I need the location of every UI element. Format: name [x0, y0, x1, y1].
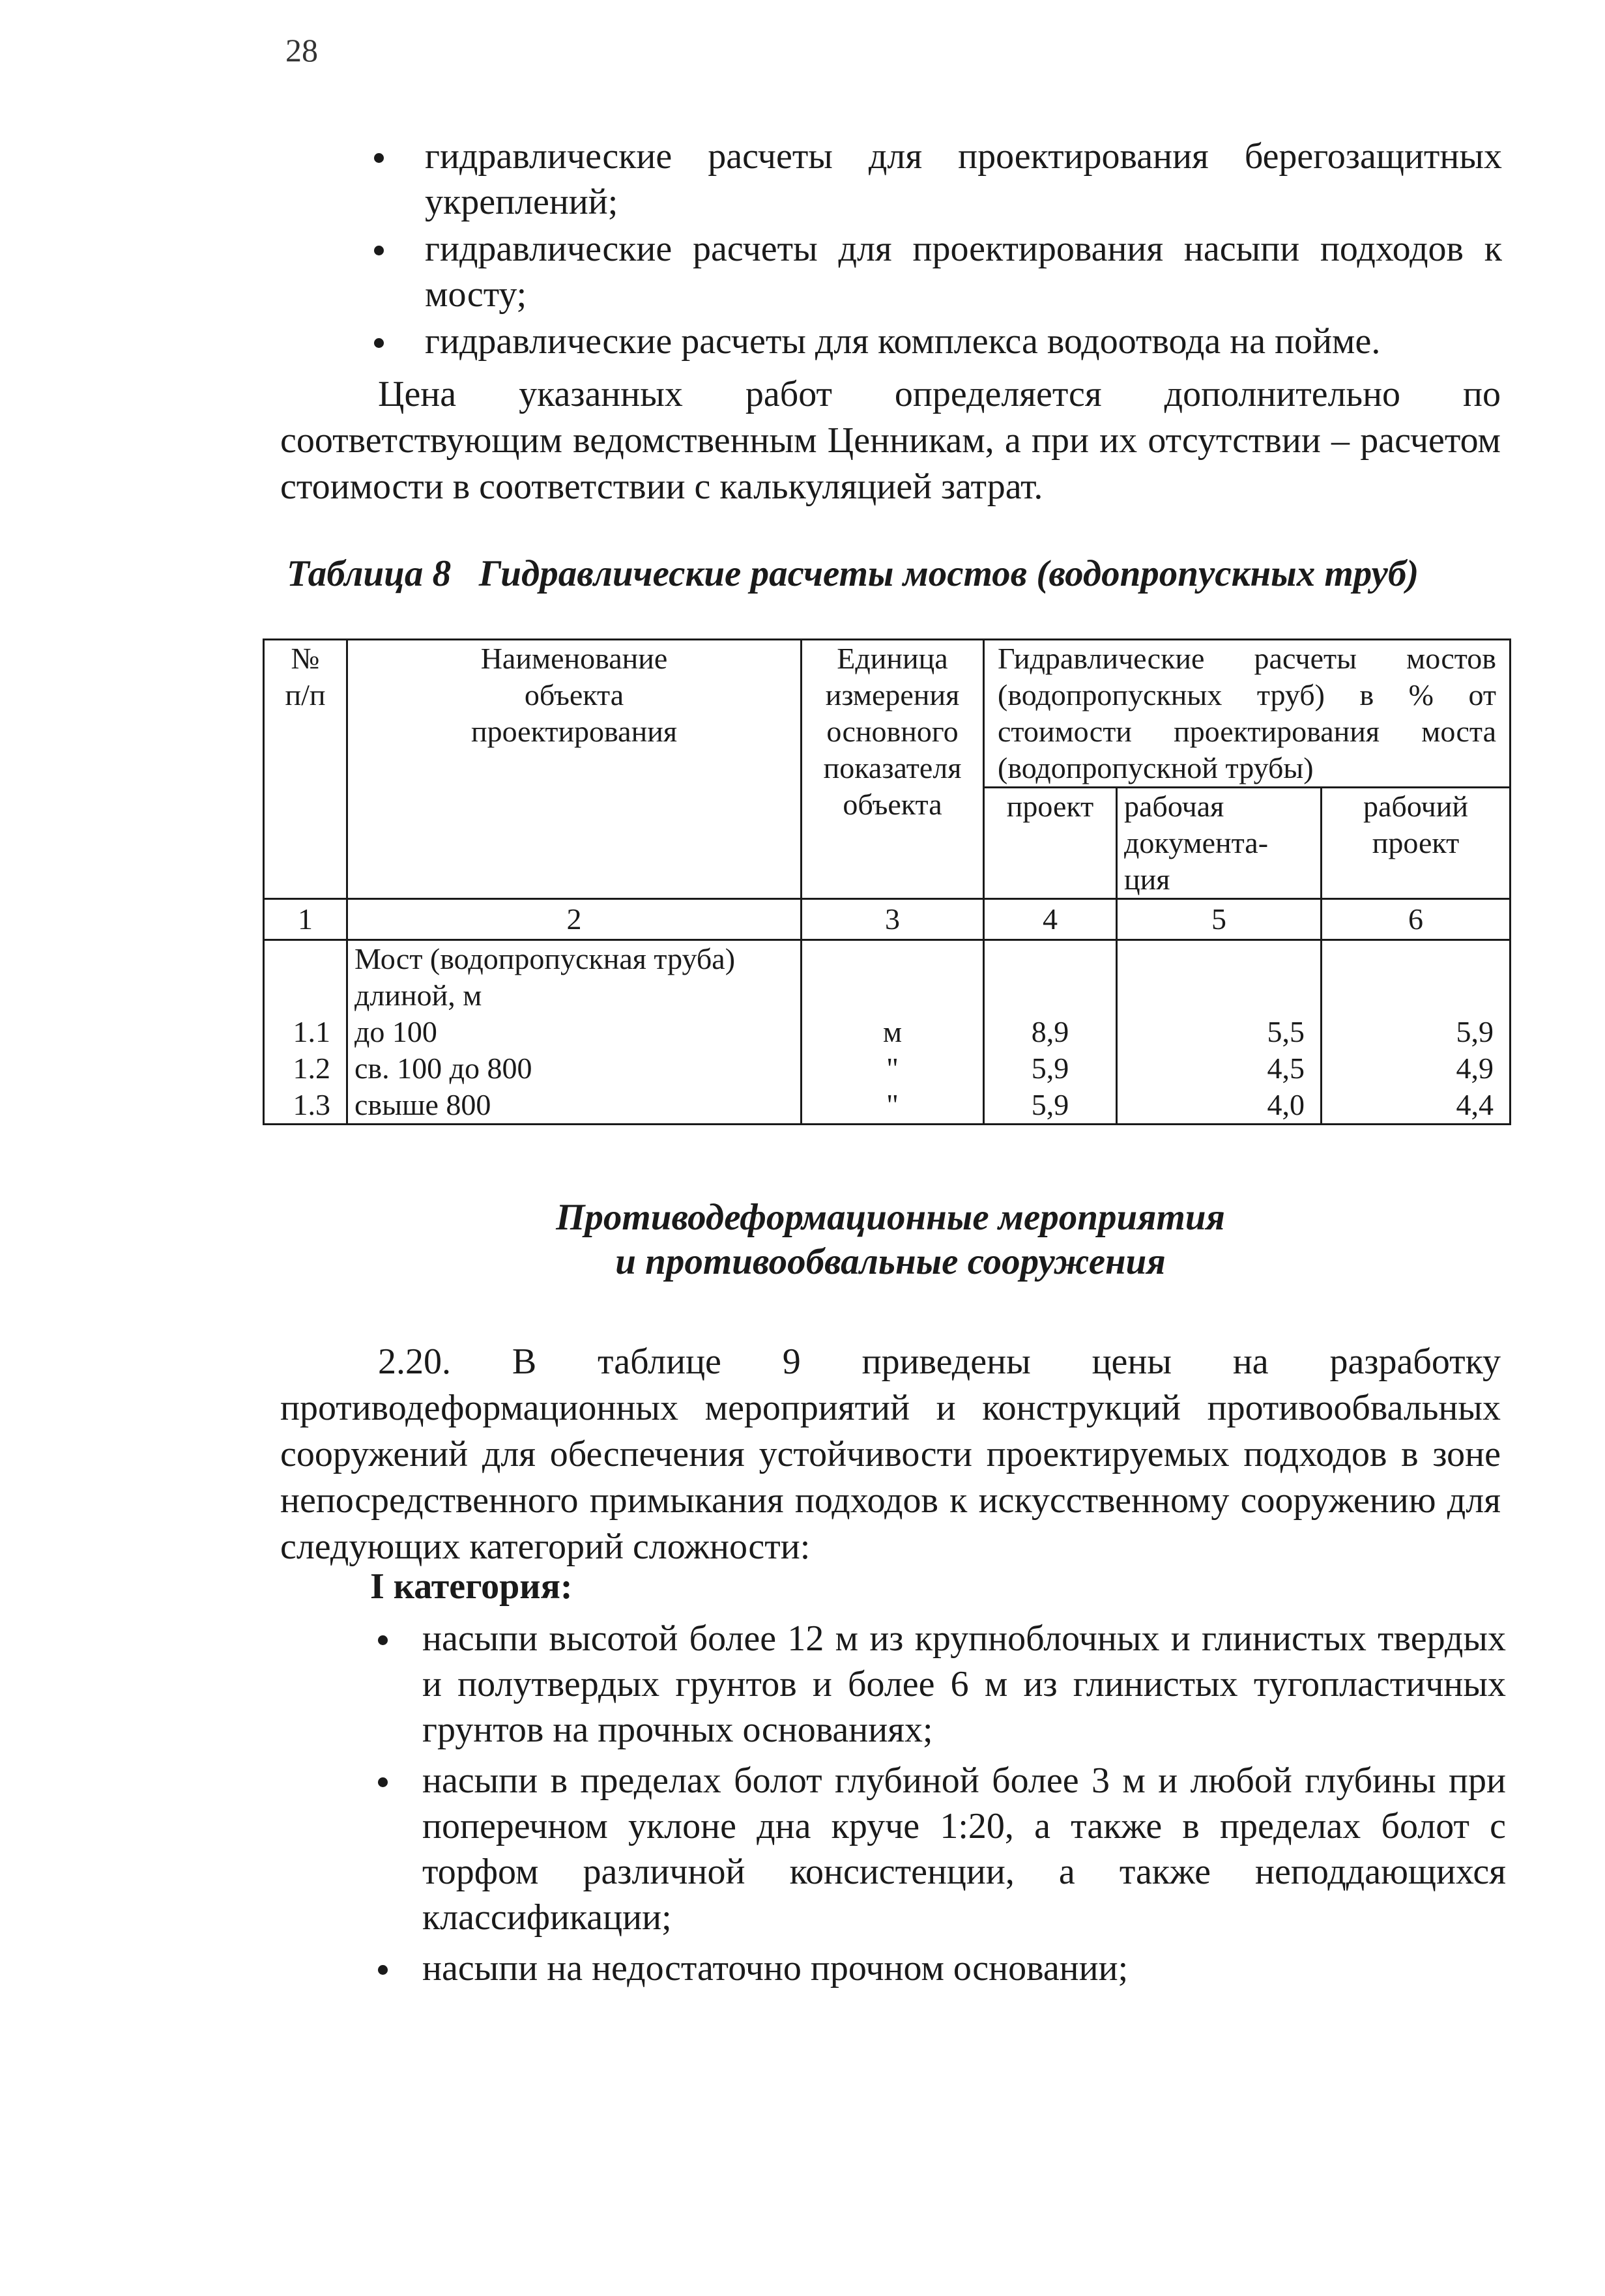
column-number: 5 [1117, 899, 1322, 940]
list-item: гидравлические расчеты для проектирования берегозащитных укреплений; [365, 134, 1502, 225]
column-number: 1 [264, 899, 347, 940]
list-item: гидравлические расчеты для комплекса водоотвода на пойме. [365, 319, 1502, 364]
header-working-project: рабочий проект [1322, 788, 1511, 899]
header-project: проект [984, 788, 1117, 899]
header-working-doc: рабочая документа- ция [1117, 788, 1322, 899]
row-working-project-cell: 5,9 4,9 4,4 [1322, 940, 1511, 1125]
category-list [369, 1616, 1506, 1996]
table-caption: Таблица 8 Гидравлические расчеты мостов (водопропускных труб) [287, 553, 1419, 594]
list-item: насыпи на недостаточно прочном основании; [369, 1945, 1506, 1991]
column-number: 4 [984, 899, 1117, 940]
list-item: насыпи высотой более 12 м из крупноблочных и глинистых твердых и полутвердых грунтов и более 6 м из глинистых тугопластичных грунтов на прочных основаниях; [369, 1616, 1506, 1753]
price-paragraph: Цена указанных работ определяется дополнительно по соответствующим ведомственным Ценникам, а при их отсутствии – расчетом стоимости в соответствии с калькуляцией затрат. [280, 374, 1501, 507]
row-units-cell: м " " [802, 940, 984, 1125]
header-unit: Единица измерения основного показателя объекта [802, 640, 984, 899]
list-item: насыпи в пределах болот глубиной более 3 м и любой глубины при поперечном уклоне дна круче 1:20, а также в пределах болот с торфом различной консистенции, а также неподдающихся классификации; [369, 1758, 1506, 1940]
column-number: 2 [347, 899, 802, 940]
header-group: Гидравлические расчеты мостов (водопропускных труб) в % от стоимости проектирования моста (водопропускной трубы) [984, 640, 1511, 788]
row-project-cell: 8,9 5,9 5,9 [984, 940, 1117, 1125]
header-num: № п/п [264, 640, 347, 899]
hydraulic-calculations-table [263, 639, 1511, 1125]
row-working-doc-cell: 5,5 4,5 4,0 [1117, 940, 1322, 1125]
table-body-row [264, 940, 1511, 1125]
row-names-cell: Мост (водопропускная труба) длиной, м до 100 св. 100 до 800 свыше 800 [347, 940, 802, 1125]
section-title: Противодеформационные мероприятия и противообвальные сооружения [556, 1197, 1225, 1282]
category-label: I категория: [370, 1566, 573, 1607]
list-item: гидравлические расчеты для проектирования насыпи подходов к мосту; [365, 226, 1502, 317]
row-numbers-cell: 1.1 1.2 1.3 [264, 940, 347, 1125]
page-number: 28 [285, 32, 318, 68]
paragraph-2-20: 2.20. В таблице 9 приведены цены на разработку противодеформационных мероприятий и конструкций противообвальных сооружений для обеспечения устойчивости проектируемых подходов в зоне непосредственного примыкания подходов к искусственному сооружению для следующих категорий сложности: [280, 1342, 1501, 1567]
table-header-row [264, 640, 1511, 788]
header-name: Наименование объекта проектирования [347, 640, 802, 899]
column-number: 6 [1322, 899, 1511, 940]
column-number-row [264, 899, 1511, 940]
hydraulic-calculations-list [365, 134, 1502, 366]
column-number: 3 [802, 899, 984, 940]
